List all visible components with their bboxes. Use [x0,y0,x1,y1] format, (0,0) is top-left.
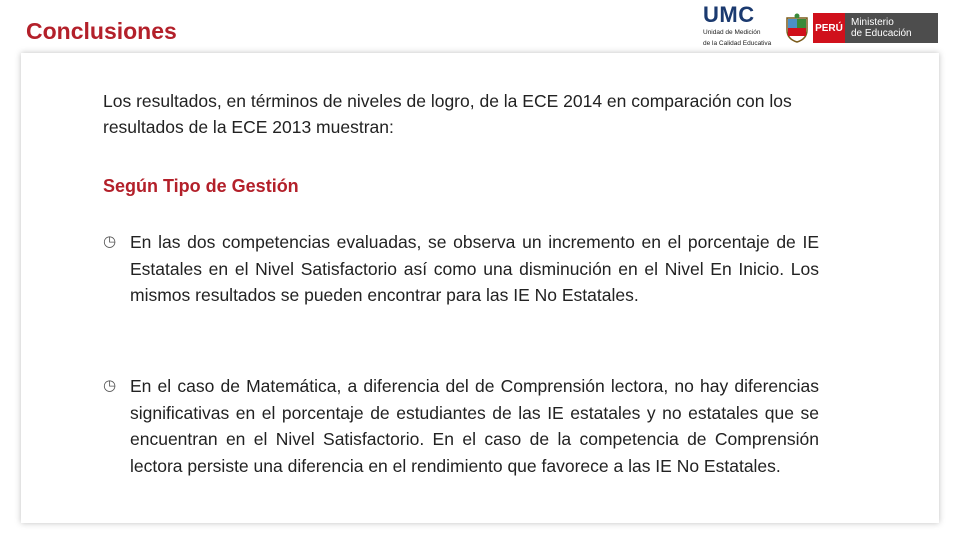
umc-acronym: UMC [703,2,755,27]
clock-icon: ◷ [103,377,117,394]
peru-ministry-logo [813,13,938,43]
section-subheading: Según Tipo de Gestión [103,176,299,196]
bullet-text: En las dos competencias evaluadas, se observa un incremento en el porcentaje de IE Estatales en el Nivel Satisfactorio así como una disminución en el Nivel En Inicio. Los mismos resultados se pueden encontrar para las IE No Estatales. [130,232,819,305]
peru-label: PERÚ [813,13,845,43]
bullet-item [103,229,819,309]
bullet-text: En el caso de Matemática, a diferencia del de Comprensión lectora, no hay diferencias significativas en el porcentaje de estudiantes de las IE estatales y no estatales que se encuentran en el Nivel Satisfactorio. En el caso de la competencia de Comprensión lectora persiste una diferencia en el rendimiento que favorece a las IE No Estatales. [130,376,819,476]
intro-paragraph: Los resultados, en términos de niveles de logro, de la ECE 2014 en comparación con los resultados de la ECE 2013 muestran: [103,91,792,137]
ministry-line-1: Ministerio [851,17,894,28]
umc-logo [703,2,772,52]
umc-subtitle-line-2: de la Calidad Educativa [703,39,772,47]
clock-icon: ◷ [103,233,117,250]
ministry-line-2: de Educación [851,28,912,39]
ministry-label [845,13,938,43]
coat-of-arms-icon [783,12,811,44]
page-title: Conclusiones [26,18,177,44]
bullet-item [103,373,819,479]
umc-subtitle-line-1: Unidad de Medición [703,29,761,36]
